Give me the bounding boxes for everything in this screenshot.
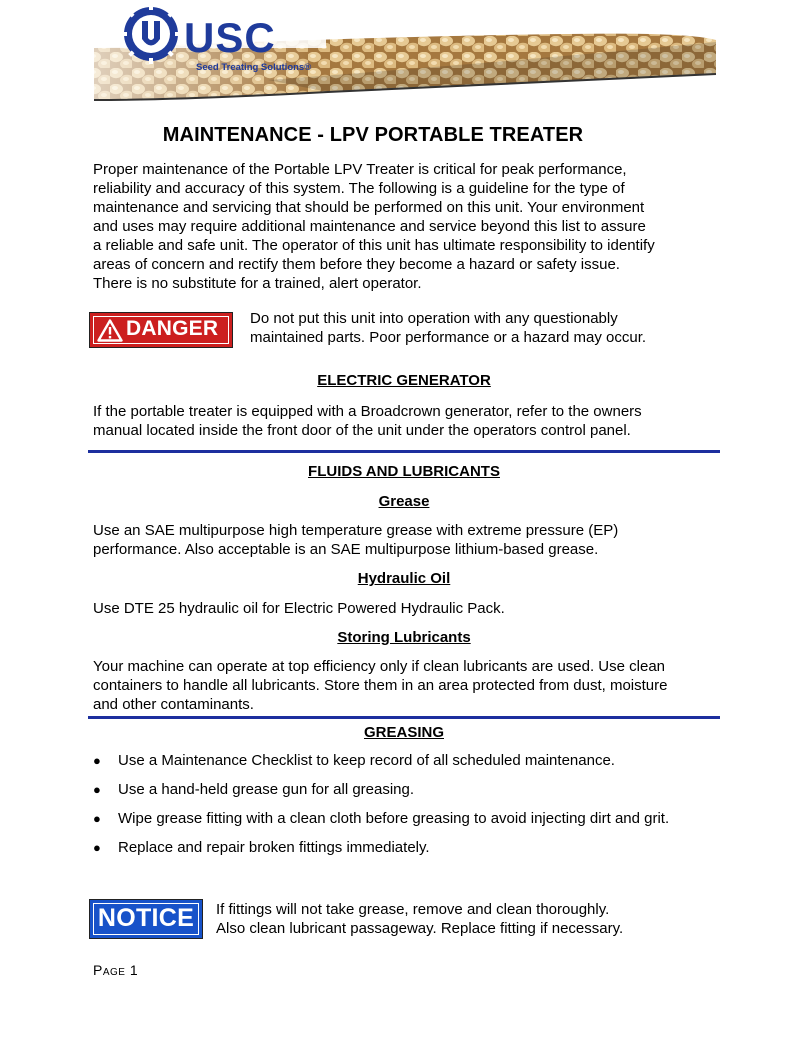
generator-line: If the portable treater is equipped with a Broadcrown generator, refer to the owners <box>93 403 642 420</box>
list-item-text: Use a hand-held grease gun for all greasing. <box>118 781 415 798</box>
notice-sign <box>89 899 203 939</box>
bullet-icon: ● <box>93 840 101 855</box>
greasing-list <box>93 751 733 867</box>
notice-line: Also clean lubricant passageway. Replace fitting if necessary. <box>216 920 624 937</box>
section-divider <box>88 450 720 453</box>
hydraulic-oil-text: Use DTE 25 hydraulic oil for Electric Powered Hydraulic Pack. <box>93 600 505 617</box>
danger-sign <box>89 312 233 348</box>
list-item-text: Replace and repair broken fittings immediately. <box>118 839 430 856</box>
logo-tagline: Seed Treating Solutions® <box>196 62 312 73</box>
intro-paragraph <box>93 160 733 293</box>
storing-lubricants-paragraph <box>93 657 733 714</box>
storing-line: containers to handle all lubricants. Store them in an area protected from dust, moisture <box>93 677 668 694</box>
list-item <box>93 780 733 809</box>
storing-lubricants-heading: Storing Lubricants <box>337 629 471 646</box>
intro-line: reliability and accuracy of this system. The following is a guideline for the type of <box>93 180 625 197</box>
grease-paragraph <box>93 521 733 559</box>
warning-triangle-icon <box>97 319 123 342</box>
danger-line: Do not put this unit into operation with any questionably <box>250 310 618 327</box>
list-item <box>93 838 733 867</box>
electric-generator-heading: ELECTRIC GENERATOR <box>317 372 491 389</box>
storing-line: and other contaminants. <box>93 696 254 713</box>
notice-line: If fittings will not take grease, remove and clean thoroughly. <box>216 901 610 918</box>
danger-message <box>250 309 730 347</box>
greasing-heading: GREASING <box>363 724 444 741</box>
header-banner <box>88 4 720 114</box>
grease-heading: Grease <box>378 493 430 510</box>
intro-line: and uses may require additional maintenance and service beyond this list to assure <box>93 218 646 235</box>
section-divider <box>88 716 720 719</box>
list-item <box>93 751 733 780</box>
danger-line: maintained parts. Poor performance or a hazard may occur. <box>250 329 647 346</box>
intro-line: There is no substitute for a trained, alert operator. <box>93 275 422 292</box>
page-number: Page 1 <box>93 962 139 978</box>
danger-label: DANGER <box>126 317 219 340</box>
intro-line: a reliable and safe unit. The operator of this unit has ultimate responsibility to identify <box>93 237 655 254</box>
bullet-icon: ● <box>93 782 101 797</box>
notice-label: NOTICE <box>97 904 195 932</box>
logo-text: USC <box>184 14 276 61</box>
bullet-icon: ● <box>93 811 101 826</box>
fluids-heading: FLUIDS AND LUBRICANTS <box>308 463 500 480</box>
hydraulic-oil-heading: Hydraulic Oil <box>357 570 451 587</box>
intro-line: Proper maintenance of the Portable LPV Treater is critical for peak performance, <box>93 161 627 178</box>
list-item-text: Use a Maintenance Checklist to keep record of all scheduled maintenance. <box>118 752 615 769</box>
list-item <box>93 809 733 838</box>
grease-line: Use an SAE multipurpose high temperature grease with extreme pressure (EP) <box>93 522 619 539</box>
grease-line: performance. Also acceptable is an SAE multipurpose lithium-based grease. <box>93 541 599 558</box>
page-title: MAINTENANCE - LPV PORTABLE TREATER <box>162 124 584 146</box>
storing-line: Your machine can operate at top efficiency only if clean lubricants are used. Use clean <box>93 658 666 675</box>
bullet-icon: ● <box>93 753 101 768</box>
intro-line: areas of concern and rectify them before they become a hazard or safety issue. <box>93 256 620 273</box>
electric-generator-paragraph <box>93 402 733 440</box>
notice-message <box>216 900 726 938</box>
list-item-text: Wipe grease fitting with a clean cloth before greasing to avoid injecting dirt and grit. <box>118 810 670 827</box>
intro-line: maintenance and servicing that should be performed on this unit. Your environment <box>93 199 645 216</box>
generator-line: manual located inside the front door of the unit under the operators control panel. <box>93 422 631 439</box>
